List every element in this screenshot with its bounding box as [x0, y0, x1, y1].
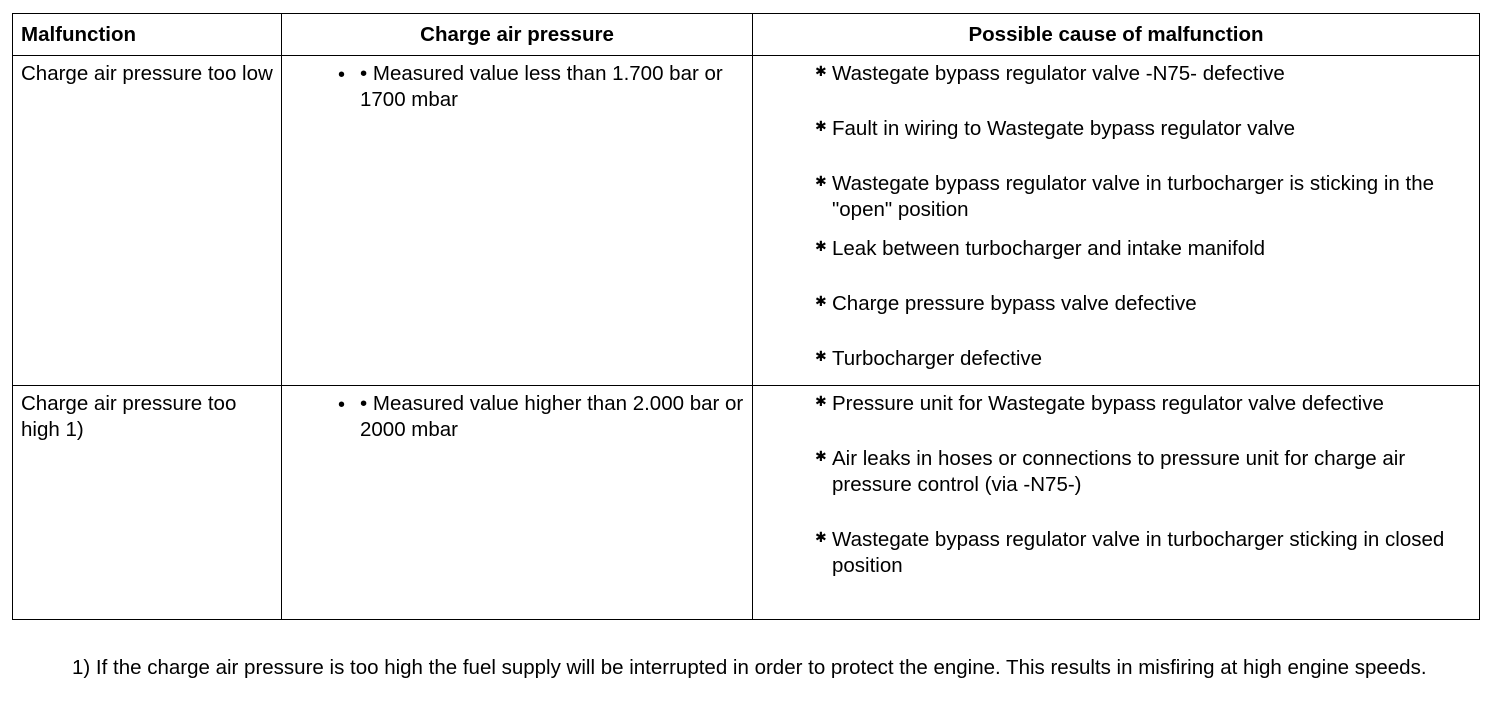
cause-list: [761, 391, 1471, 579]
malfunction-table: [12, 13, 1480, 620]
list-item: [815, 171, 1471, 223]
header-row: [13, 14, 1480, 56]
asterisk-icon: ✱: [815, 293, 827, 309]
asterisk-icon: ✱: [815, 529, 827, 545]
asterisk-icon: ✱: [815, 118, 827, 134]
cause-text: Fault in wiring to Wastegate bypass regulator valve: [832, 117, 1295, 140]
list-item: [815, 346, 1471, 372]
malfunction-cell: Charge air pressure too high 1): [13, 386, 282, 620]
asterisk-icon: ✱: [815, 173, 827, 189]
list-item: [815, 391, 1471, 417]
header-possible-cause: Possible cause of malfunction: [753, 14, 1480, 56]
cause-text: Wastegate bypass regulator valve in turbocharger is sticking in the "open" position: [832, 172, 1435, 221]
malfunction-cell: Charge air pressure too low: [13, 56, 282, 386]
cause-list: [761, 61, 1471, 372]
cause-text: Turbocharger defective: [832, 347, 1043, 370]
header-malfunction: Malfunction: [13, 14, 282, 56]
pressure-cell: [282, 56, 753, 386]
pressure-text: • Measured value higher than 2.000 bar or 2000 mbar: [360, 392, 744, 441]
list-item: [815, 446, 1471, 498]
asterisk-icon: ✱: [815, 238, 827, 254]
causes-cell: [753, 386, 1480, 620]
cause-text: Wastegate bypass regulator valve -N75- defective: [832, 62, 1285, 85]
asterisk-icon: ✱: [815, 448, 827, 464]
pressure-cell: [282, 386, 753, 620]
cause-text: Leak between turbocharger and intake manifold: [832, 237, 1266, 260]
pressure-text: • Measured value less than 1.700 bar or 1700 mbar: [360, 62, 723, 111]
list-item: [815, 116, 1471, 142]
cause-text: Charge pressure bypass valve defective: [832, 292, 1197, 315]
list-item: [815, 291, 1471, 317]
header-charge-air-pressure: Charge air pressure: [282, 14, 753, 56]
asterisk-icon: ✱: [815, 393, 827, 409]
asterisk-icon: ✱: [815, 348, 827, 364]
bullet-icon: •: [338, 394, 346, 416]
cause-text: Wastegate bypass regulator valve in turbocharger sticking in closed position: [832, 528, 1445, 577]
cause-text: Air leaks in hoses or connections to pressure unit for charge air pressure control (via -N75-): [832, 447, 1406, 496]
table-row: [13, 386, 1480, 620]
footnote: 1) If the charge air pressure is too high the fuel supply will be interrupted in order to protect the engine. This results in misfiring at high engine speeds.: [72, 656, 1427, 679]
list-item: [815, 61, 1471, 87]
bullet-icon: •: [338, 64, 346, 86]
causes-cell: [753, 56, 1480, 386]
asterisk-icon: ✱: [815, 63, 827, 79]
list-item: [815, 527, 1471, 579]
list-item: [815, 236, 1471, 262]
table-row: [13, 56, 1480, 386]
cause-text: Pressure unit for Wastegate bypass regulator valve defective: [832, 392, 1384, 415]
